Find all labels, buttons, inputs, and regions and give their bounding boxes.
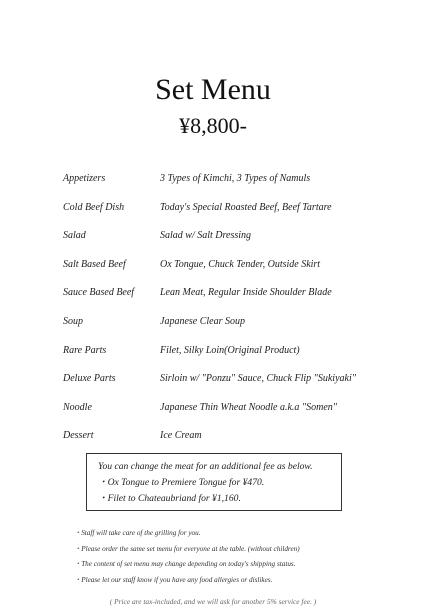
course-description: Lean Meat, Regular Inside Shoulder Blade [160, 287, 332, 299]
course-row-salad [63, 227, 403, 256]
course-name: Cold Beef Dish [63, 201, 125, 213]
price-footnote: ( Price are tax-included, and we will ask for another 5% service fee. ) [109, 597, 317, 606]
course-name: Salt Based Beef [63, 258, 126, 270]
course-description: Sirloin w/ "Ponzu" Sauce, Chuck Flip "Sukiyaki" [160, 373, 356, 385]
course-name: Sauce Based Beef [63, 287, 135, 299]
course-row-dessert [63, 427, 403, 456]
note-allergies: ・Please let our staff know if you have any food allergies or dislikes. [74, 575, 273, 584]
note-same-menu: ・Please order the same set menu for everyone at the table. (without children) [74, 544, 300, 553]
course-name: Rare Parts [63, 344, 107, 356]
course-name: Appetizers [63, 173, 106, 184]
course-row-rare-parts [63, 342, 403, 371]
course-description: Japanese Clear Soup [160, 315, 245, 327]
menu-title: Set Menu [155, 73, 271, 106]
course-row-appetizers [63, 170, 403, 199]
upgrade-option-filet: ・Filet to Chateaubriand for ¥1,160. [98, 493, 241, 504]
course-description: Japanese Thin Wheat Noodle a.k.a "Somen" [160, 401, 337, 413]
course-list [63, 170, 403, 456]
note-grilling: ・Staff will take care of the grilling for you. [74, 529, 201, 537]
course-row-cold-beef-dish [63, 199, 403, 228]
course-row-salt-based-beef [63, 256, 403, 285]
course-name: Soup [63, 315, 83, 327]
meat-upgrade-box [86, 453, 342, 511]
course-name: Deluxe Parts [63, 373, 116, 385]
course-description: Salad w/ Salt Dressing [160, 230, 252, 242]
course-name: Salad [63, 230, 86, 242]
course-description: Today's Special Roasted Beef, Beef Tartare [160, 201, 332, 213]
upgrade-option-tongue: ・Ox Tongue to Premiere Tongue for ¥470. [98, 477, 265, 488]
menu-price: ¥8,800- [179, 113, 247, 138]
note-content-change: ・The content of set menu may change depending on today's shipping status. [74, 560, 296, 568]
course-description: Filet, Silky Loin(Original Product) [160, 344, 300, 356]
upgrade-intro: You can change the meat for an additional fee as below. [98, 461, 313, 472]
course-description: Ox Tongue, Chuck Tender, Outside Skirt [160, 258, 321, 270]
course-row-noodle [63, 399, 403, 428]
course-description: Ice Cream [160, 430, 202, 442]
course-row-sauce-based-beef [63, 284, 403, 313]
course-description: 3 Types of Kimchi, 3 Types of Namuls [160, 173, 311, 184]
course-row-deluxe-parts [63, 370, 403, 399]
course-name: Dessert [63, 430, 94, 442]
course-row-soup [63, 313, 403, 342]
course-name: Noodle [63, 401, 92, 413]
notes-list [74, 526, 394, 588]
